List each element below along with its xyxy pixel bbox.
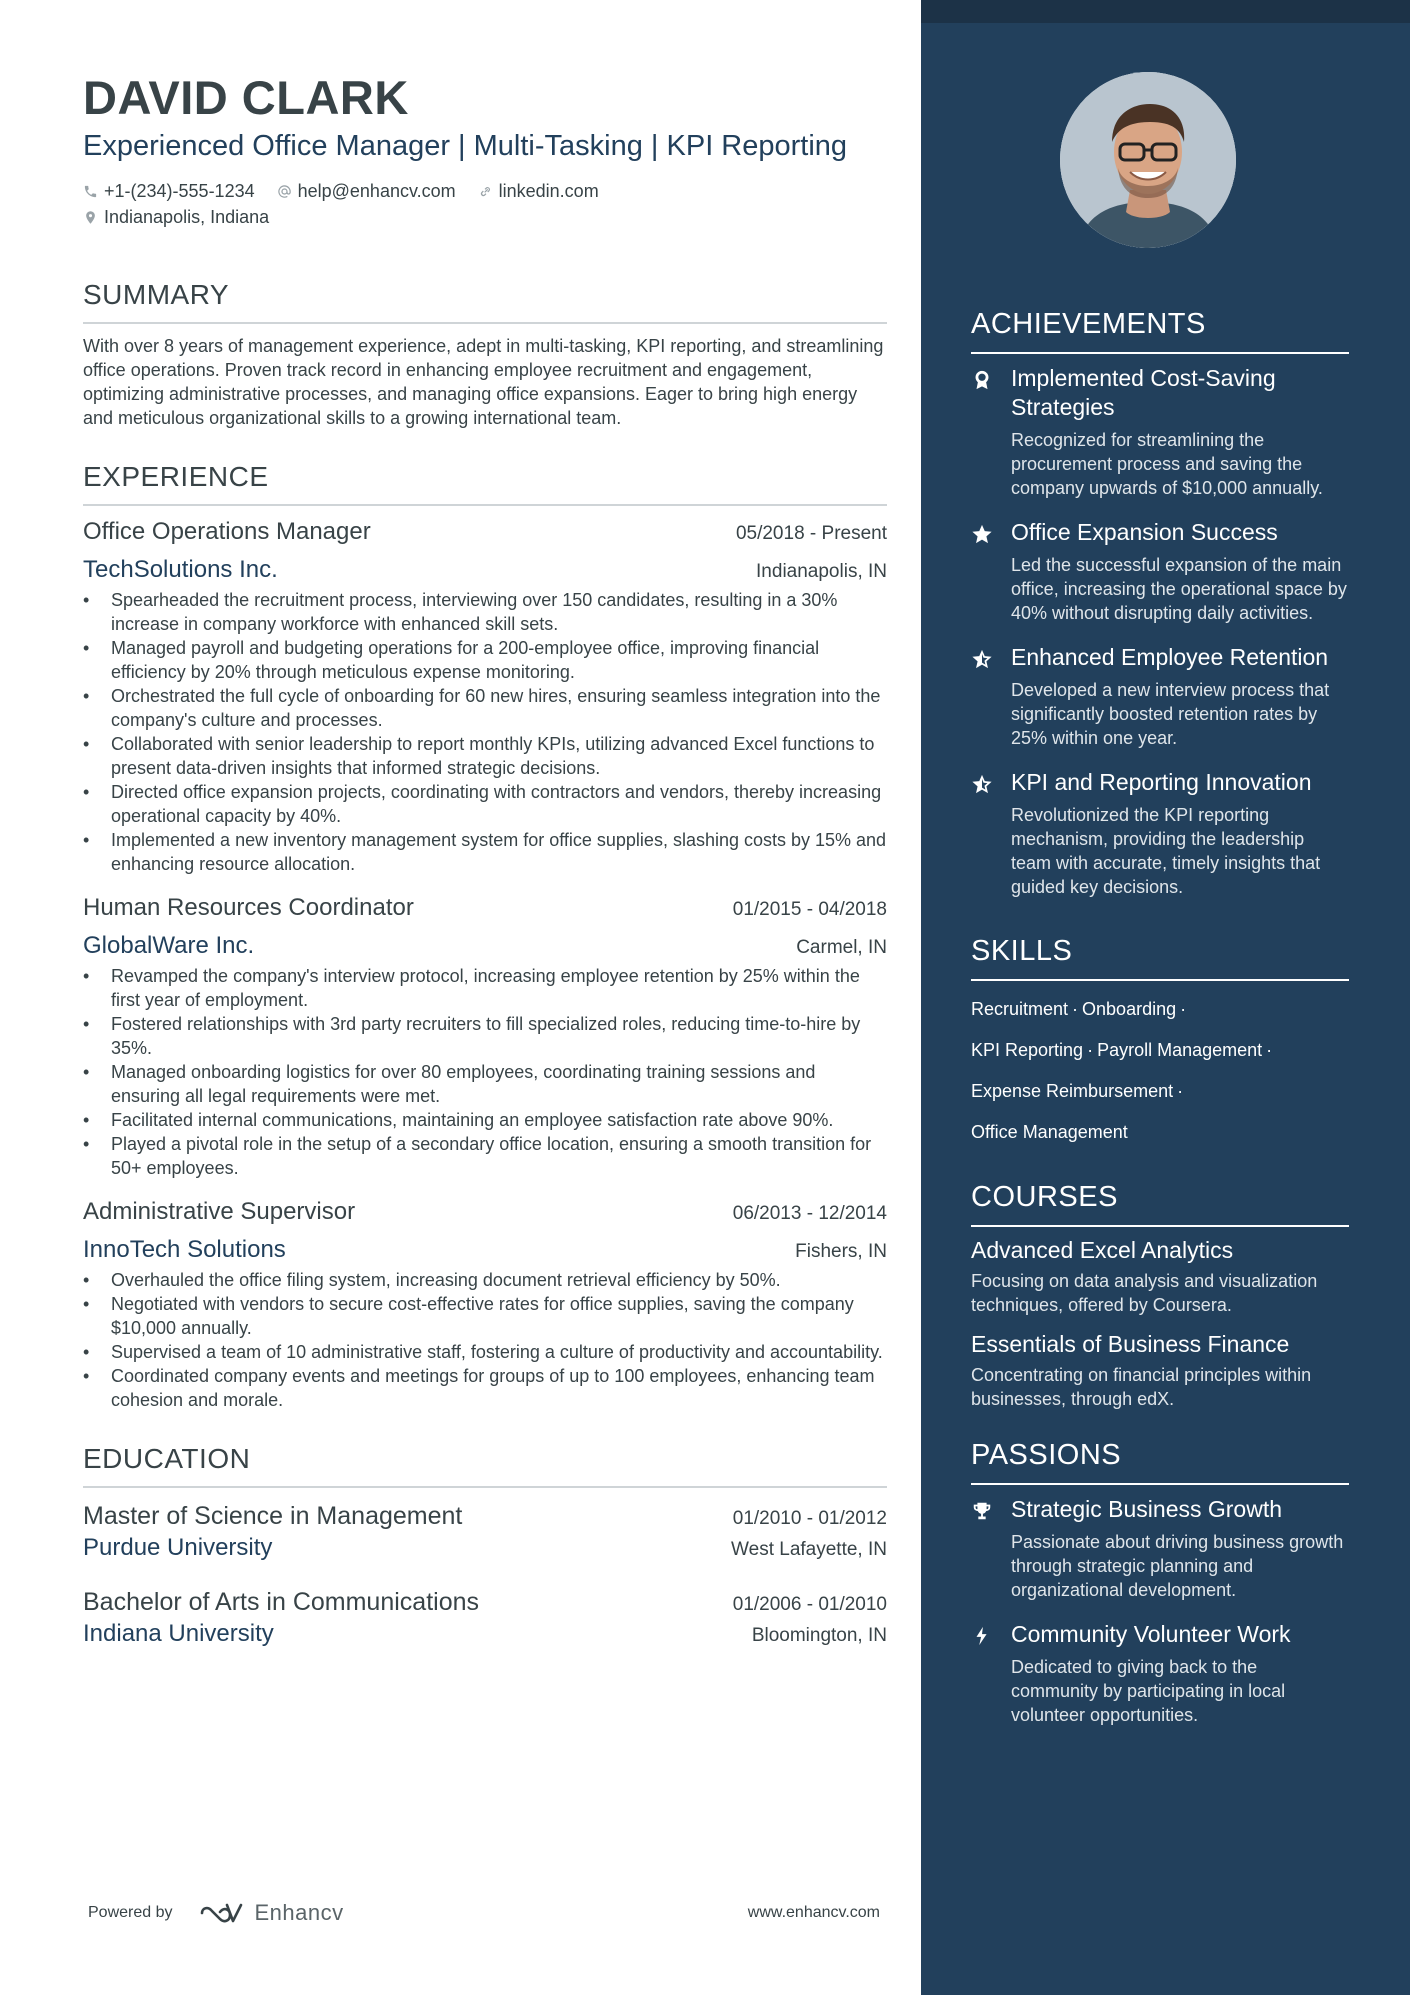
course-desc: Concentrating on financial principles within businesses, through edX. — [971, 1365, 1312, 1409]
phone-icon — [83, 184, 98, 199]
courses-section — [971, 1179, 1349, 1411]
achievements-section — [971, 306, 1349, 907]
linkedin-text: linkedin.com — [498, 180, 599, 201]
summary-text: With over 8 years of management experience, adept in multi-tasking, KPI reporting, and streamlining office operations. Proven track record in enhancing employee recruitment and engagement, optimizing administrative processes, and managing office expansions. Eager to bring high energy and meticulous organizational skills to a growing international team. — [83, 336, 884, 428]
skill-tag: Recruitment — [971, 999, 1069, 1019]
location-pin-icon — [83, 210, 98, 225]
enhancv-logo[interactable] — [199, 1900, 344, 1926]
course-item — [971, 1329, 1349, 1411]
summary-section — [83, 278, 887, 430]
star-half-icon — [971, 648, 993, 670]
job-company: InnoTech Solutions — [83, 1236, 286, 1263]
school: Indiana University — [83, 1620, 274, 1647]
email-text: help@enhancv.com — [297, 180, 456, 201]
lightning-icon — [971, 1625, 993, 1647]
job-entry — [83, 886, 887, 1180]
skills-heading: SKILLS — [971, 933, 1349, 981]
phone-text: +1-(234)-555-1234 — [104, 180, 255, 201]
skill-tag: Onboarding — [1082, 999, 1177, 1019]
enhancv-brand: Enhancv — [254, 1900, 344, 1925]
location-text: Indianapolis, Indiana — [104, 206, 270, 227]
linkedin-contact[interactable] — [478, 181, 599, 202]
education-dates: 01/2010 - 01/2012 — [732, 1508, 887, 1529]
skill-tag: Office Management — [971, 1122, 1128, 1142]
enhancv-logo-icon — [199, 1901, 245, 1925]
website-link[interactable]: www.enhancv.com — [747, 1904, 880, 1921]
course-desc: Focusing on data analysis and visualization techniques, offered by Coursera. — [971, 1271, 1318, 1315]
star-icon — [971, 523, 993, 545]
sidebar — [921, 0, 1410, 1995]
skills-list — [971, 989, 1349, 1153]
passions-section — [971, 1437, 1349, 1735]
school-location: Bloomington, IN — [751, 1625, 887, 1646]
job-bullet: • Revamped the company's interview protocol, increasing employee retention by 25% within the first year of employment. — [83, 964, 887, 1012]
sidebar-top-bar — [921, 0, 1410, 23]
school: Purdue University — [83, 1534, 273, 1561]
passion-desc: Dedicated to giving back to the community by participating in local volunteer opportunities. — [1011, 1657, 1286, 1725]
link-icon — [478, 184, 493, 199]
achievement-title: Implemented Cost-Saving Strategies — [1011, 365, 1276, 420]
education-entry — [83, 1580, 887, 1660]
powered-by — [88, 1900, 344, 1926]
degree: Bachelor of Arts in Communications — [83, 1588, 480, 1616]
job-bullet: • Facilitated internal communications, maintaining an employee satisfaction rate above 90%. — [83, 1108, 887, 1132]
courses-heading: COURSES — [971, 1179, 1349, 1227]
job-location: Carmel, IN — [796, 937, 887, 958]
degree: Master of Science in Management — [83, 1502, 463, 1530]
skill-separator: · — [1072, 999, 1079, 1019]
job-bullets — [83, 1268, 887, 1412]
job-bullet: • Collaborated with senior leadership to report monthly KPIs, utilizing advanced Excel functions to present data-driven insights that informed strategic decisions. — [83, 732, 887, 780]
job-dates: 06/2013 - 12/2014 — [732, 1203, 887, 1224]
skills-section — [971, 933, 1349, 1153]
star-half-icon — [971, 773, 993, 795]
job-location: Indianapolis, IN — [756, 561, 887, 582]
passions-heading: PASSIONS — [971, 1437, 1349, 1485]
sidebar-content — [971, 306, 1349, 1761]
course-item — [971, 1235, 1349, 1317]
course-title: Advanced Excel Analytics — [971, 1237, 1234, 1263]
job-company: TechSolutions Inc. — [83, 556, 278, 583]
location-contact — [83, 207, 269, 228]
passion-item — [971, 1620, 1349, 1735]
headline: Experienced Office Manager | Multi-Tasking | KPI Reporting — [83, 130, 848, 162]
achievement-title: Enhanced Employee Retention — [1011, 644, 1329, 670]
experience-section — [83, 460, 887, 1412]
job-company: GlobalWare Inc. — [83, 932, 255, 959]
contact-info — [83, 178, 887, 230]
passion-title: Community Volunteer Work — [1011, 1621, 1291, 1647]
skill-tag: KPI Reporting — [971, 1040, 1084, 1060]
trophy-icon — [971, 1500, 993, 1522]
job-location: Fishers, IN — [795, 1241, 887, 1262]
achievement-item — [971, 768, 1349, 907]
summary-heading: SUMMARY — [83, 278, 887, 324]
skill-separator: · — [1266, 1040, 1273, 1060]
job-bullet: • Managed payroll and budgeting operations for a 200-employee office, improving financial efficiency by 20% through meticulous expense monitoring. — [83, 636, 887, 684]
achievement-desc: Developed a new interview process that significantly boosted retention rates by 25% within one year. — [1011, 680, 1330, 748]
achievement-item — [971, 643, 1349, 758]
passion-title: Strategic Business Growth — [1011, 1496, 1283, 1522]
at-icon — [277, 184, 292, 199]
job-bullet: • Overhauled the office filing system, increasing document retrieval efficiency by 50%. — [83, 1268, 887, 1292]
course-title: Essentials of Business Finance — [971, 1331, 1290, 1357]
job-bullets — [83, 588, 887, 876]
education-section — [83, 1442, 887, 1660]
job-bullet: • Spearheaded the recruitment process, interviewing over 150 candidates, resulting in a 30% increase in company workforce with enhanced skill sets. — [83, 588, 887, 636]
achievement-title: Office Expansion Success — [1011, 519, 1278, 545]
profile-avatar-icon — [1060, 72, 1236, 248]
award-ribbon-icon — [971, 369, 993, 391]
education-heading: EDUCATION — [83, 1442, 887, 1488]
job-title: Administrative Supervisor — [83, 1198, 356, 1225]
passion-item — [971, 1495, 1349, 1610]
job-title: Office Operations Manager — [83, 518, 371, 545]
skill-separator: · — [1180, 999, 1187, 1019]
skill-separator: · — [1087, 1040, 1094, 1060]
job-dates: 01/2015 - 04/2018 — [732, 899, 887, 920]
email-contact[interactable] — [277, 181, 456, 202]
powered-by-label: Powered by — [88, 1904, 173, 1921]
passion-desc: Passionate about driving business growth through strategic planning and organizational development. — [1011, 1532, 1344, 1600]
skill-tag: Payroll Management — [1097, 1040, 1263, 1060]
skill-tag: Expense Reimbursement — [971, 1081, 1174, 1101]
education-dates: 01/2006 - 01/2010 — [732, 1594, 887, 1615]
achievement-title: KPI and Reporting Innovation — [1011, 769, 1312, 795]
job-title: Human Resources Coordinator — [83, 894, 414, 921]
job-bullet: • Supervised a team of 10 administrative staff, fostering a culture of productivity and accountability. — [83, 1340, 887, 1364]
main-column — [83, 70, 887, 1660]
candidate-name: DAVID CLARK — [83, 71, 409, 124]
job-bullet: • Managed onboarding logistics for over 80 employees, coordinating training sessions and ensuring all legal requirements were met. — [83, 1060, 887, 1108]
achievement-item — [971, 518, 1349, 633]
job-bullet: • Directed office expansion projects, coordinating with contractors and vendors, thereby increasing operational capacity by 40%. — [83, 780, 887, 828]
job-bullet: • Negotiated with vendors to secure cost-effective rates for office supplies, saving the company $10,000 annually. — [83, 1292, 887, 1340]
job-bullet: • Orchestrated the full cycle of onboarding for 60 new hires, ensuring seamless integration into the company's culture and processes. — [83, 684, 887, 732]
phone-contact[interactable] — [83, 181, 255, 202]
achievement-desc: Led the successful expansion of the main office, increasing the operational space by 40% without disrupting daily activities. — [1011, 555, 1347, 623]
job-bullet: • Played a pivotal role in the setup of a secondary office location, ensuring a smooth transition for 50+ employees. — [83, 1132, 887, 1180]
job-entry — [83, 1190, 887, 1412]
education-entry — [83, 1494, 887, 1574]
skill-separator: · — [1177, 1081, 1184, 1101]
job-bullet: • Coordinated company events and meetings for groups of up to 100 employees, enhancing team cohesion and morale. — [83, 1364, 887, 1412]
achievement-item — [971, 364, 1349, 508]
job-bullets — [83, 964, 887, 1180]
achievement-desc: Recognized for streamlining the procurement process and saving the company upwards of $10,000 annually. — [1011, 430, 1323, 498]
job-bullet: • Implemented a new inventory management system for office supplies, slashing costs by 15% and enhancing resource allocation. — [83, 828, 887, 876]
achievements-heading: ACHIEVEMENTS — [971, 306, 1349, 354]
job-dates: 05/2018 - Present — [735, 523, 887, 544]
achievement-desc: Revolutionized the KPI reporting mechanism, providing the leadership team with accurate, timely insights that guided key decisions. — [1011, 805, 1321, 897]
profile-photo — [1060, 72, 1236, 248]
job-entry — [83, 510, 887, 876]
school-location: West Lafayette, IN — [731, 1539, 887, 1560]
job-bullet: • Fostered relationships with 3rd party recruiters to fill specialized roles, reducing time-to-hire by 35%. — [83, 1012, 887, 1060]
experience-heading: EXPERIENCE — [83, 460, 887, 506]
footer — [88, 1900, 880, 1926]
